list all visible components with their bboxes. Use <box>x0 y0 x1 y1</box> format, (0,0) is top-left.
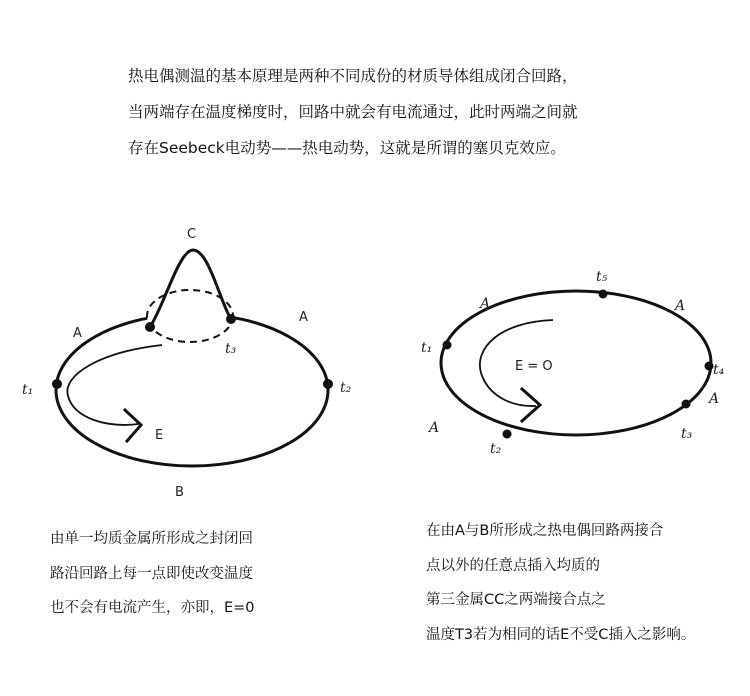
label-t3: t₃ <box>681 426 693 442</box>
label-a-right: A <box>709 391 720 407</box>
label-c: C <box>187 227 197 242</box>
current-arrow <box>67 345 162 425</box>
label-t2: t₂ <box>340 380 352 396</box>
left-caption <box>50 522 255 626</box>
left-loop <box>56 314 328 466</box>
junction-t3-right-point <box>226 314 236 324</box>
junction-t1-point <box>52 379 62 389</box>
junction-t2-point <box>323 379 333 389</box>
caption-line: 在由A与B所形成之热电偶回路两接合 <box>426 523 664 539</box>
right-loop <box>441 291 711 435</box>
intro-line: 热电偶测温的基本原理是两种不同成份的材质导体组成闭合回路， <box>128 67 578 85</box>
caption-line: 由单一均质金属所形成之封闭回 <box>50 531 253 547</box>
label-b: B <box>175 485 184 500</box>
label-t2: t₂ <box>490 441 502 457</box>
caption-line: 也不会有电流产生，亦即，E=0 <box>50 600 255 616</box>
junction-t3-point <box>682 400 691 409</box>
label-t4: t₄ <box>713 362 725 378</box>
junction-t3-left-point <box>145 322 155 332</box>
caption-line: 温度T3若为相同的话E不受C插入之影响。 <box>426 626 696 643</box>
label-t3: t₃ <box>225 341 237 357</box>
right-diagram <box>421 269 725 457</box>
right-caption <box>426 514 695 652</box>
intro-line: 存在Seebeck电动势——热电动势，这就是所谓的塞贝克效应。 <box>128 139 566 157</box>
label-a-top-left: A <box>480 296 491 312</box>
label-a-bottom-left: A <box>429 420 440 436</box>
label-t5: t₅ <box>596 269 608 285</box>
label-a-top-right: A <box>675 298 686 314</box>
left-diagram <box>22 227 352 500</box>
junction-t5-point <box>599 290 608 299</box>
label-e-zero: E = O <box>515 359 553 374</box>
caption-line: 第三金属CC之两端接合点之 <box>426 592 606 608</box>
label-t1: t₁ <box>421 340 433 356</box>
junction-dashed-circle <box>147 290 233 342</box>
junction-t1-point <box>443 341 452 350</box>
junction-t2-point <box>503 430 512 439</box>
label-a-left: A <box>73 326 82 341</box>
label-t1: t₁ <box>22 382 34 398</box>
intro-line: 当两端存在温度梯度时，回路中就会有电流通过，此时两端之间就 <box>128 103 578 121</box>
label-e: E <box>155 428 164 443</box>
label-a-right: A <box>299 310 308 325</box>
caption-line: 路沿回路上每一点即使改变温度 <box>50 565 253 582</box>
caption-line: 点以外的任意点插入均质的 <box>426 557 600 574</box>
metal-c-loop <box>150 250 231 327</box>
